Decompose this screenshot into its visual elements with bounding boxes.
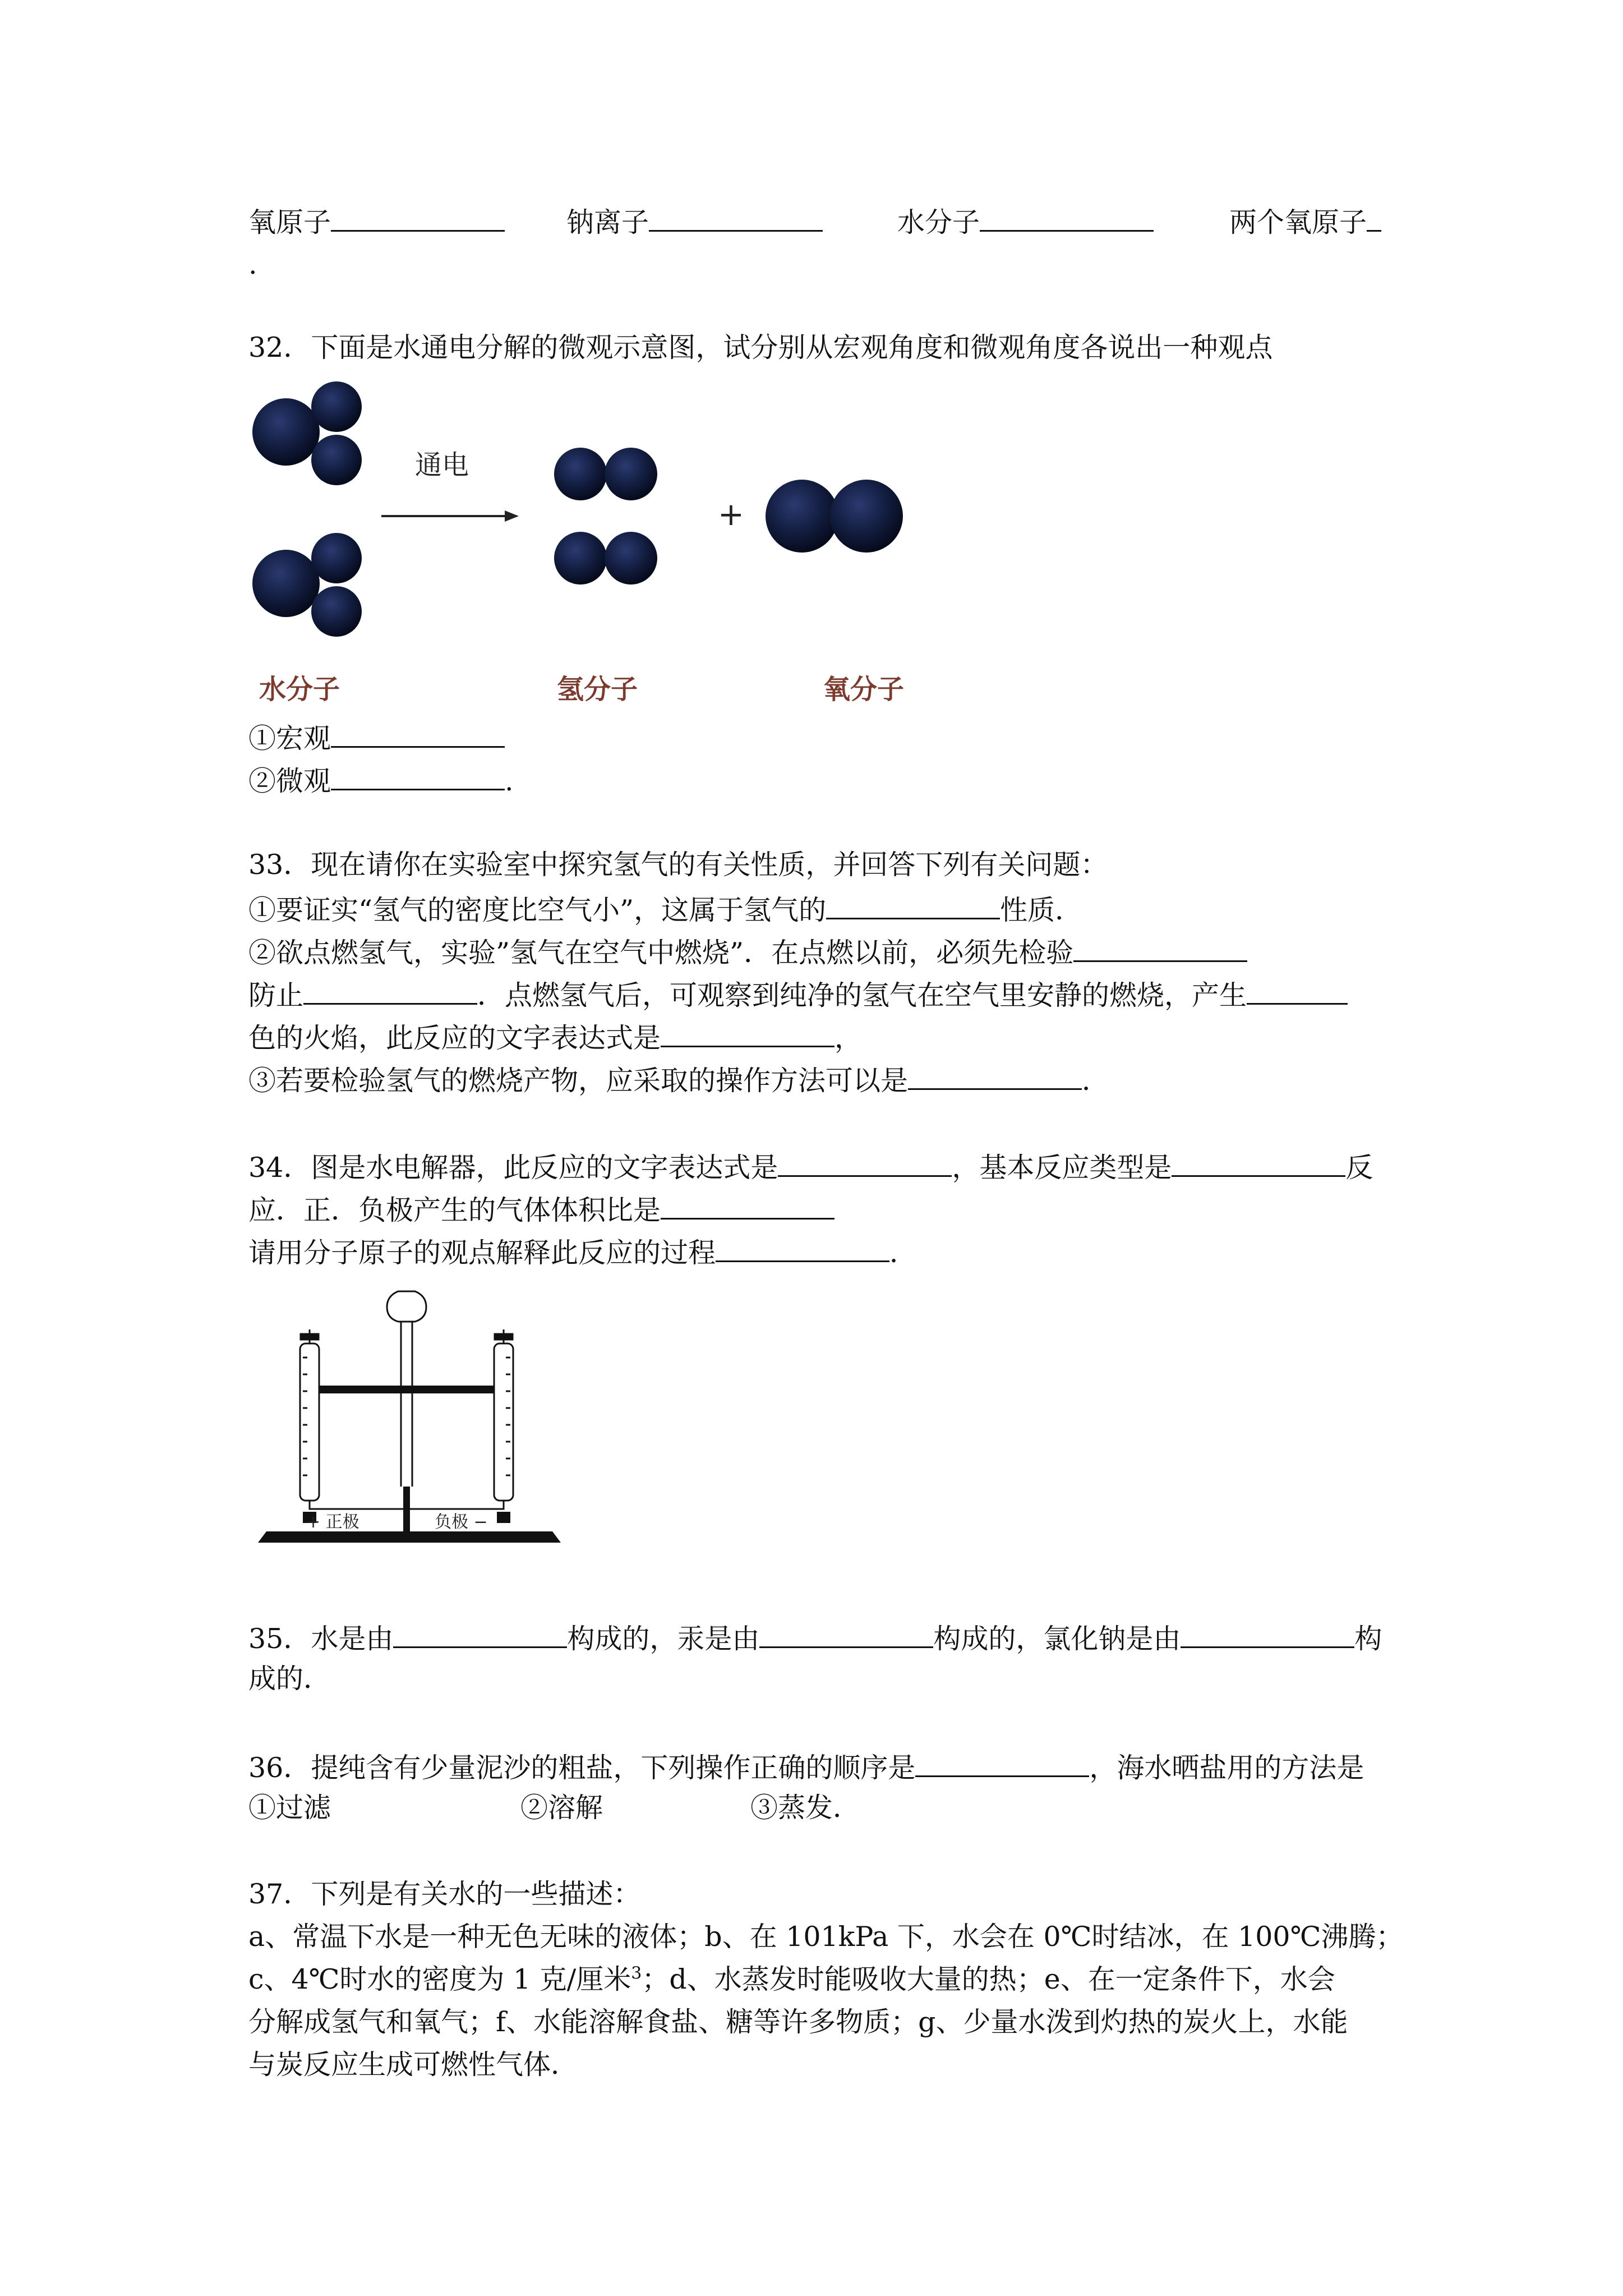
hydrogen-molecule-icon	[554, 532, 657, 585]
water-molecule-icon	[252, 381, 362, 485]
answer-blank[interactable]	[661, 1190, 834, 1220]
q32-stem: 32．下面是水通电分解的微观示意图，试分别从宏观角度和微观角度各说出一种观点	[248, 332, 1273, 364]
stand-base	[258, 1531, 561, 1543]
q33-line-5: ③若要检验氢气的燃烧产物，应采取的操作方法可以是 ．	[248, 1060, 1109, 1096]
q35-line-1: 35．水是由 构成的，汞是由 构成的，氯化钠是由 构	[248, 1618, 1382, 1654]
figure-label-water: 水分子	[259, 674, 340, 705]
negative-pole-label: 负极 −	[435, 1512, 488, 1532]
oxygen-molecule-icon	[766, 480, 903, 553]
answer-blank[interactable]	[980, 202, 1154, 232]
positive-pole-label: + 正极	[306, 1512, 359, 1532]
q37-line-1: a、常温下水是一种无色无味的液体；b、在 101kPa 下，水会在 0℃时结冰，在 100℃沸腾；	[248, 1921, 1404, 1953]
plus-sign: +	[718, 496, 744, 533]
q31-item-two-oxygen-atoms	[1229, 202, 1381, 238]
reaction-arrow	[381, 510, 519, 522]
q37-line-4: 与炭反应生成可燃性气体．	[248, 2049, 579, 2081]
negative-electrode-icon	[497, 1512, 510, 1523]
q31-tail: .	[248, 249, 257, 280]
water-molecule-icon	[252, 533, 362, 637]
answer-blank[interactable]	[908, 1060, 1082, 1090]
answer-blank[interactable]	[716, 1232, 889, 1262]
q32-answer-micro: ②微观 .	[248, 761, 514, 797]
q31-label: 钠离子	[566, 206, 649, 238]
q31-label: 两个氧原子	[1229, 206, 1367, 238]
q33-line-3: 防止 ．点燃氢气后，可观察到纯净的氢气在空气里安静的燃烧，产生	[248, 975, 1348, 1011]
answer-blank[interactable]	[331, 202, 505, 232]
answer-blank[interactable]	[1181, 1618, 1354, 1648]
q32-answer-label: ①宏观	[248, 723, 331, 754]
q32-answer-label: ②微观	[248, 765, 331, 797]
q31-label: 氧原子	[248, 206, 331, 238]
q35-line-2: 成的．	[248, 1663, 331, 1695]
q36-option-dissolve: ②溶解	[520, 1792, 603, 1824]
clamp-bar	[319, 1386, 494, 1393]
hydrogen-molecule-icon	[554, 448, 657, 500]
q34-line-2: 应．正．负极产生的气体体积比是	[248, 1190, 834, 1226]
answer-blank[interactable]	[303, 975, 477, 1005]
q37-line-3: 分解成氢气和氧气；f、水能溶解食盐、糖等许多物质；g、少量水泼到灼热的炭火上，水能	[248, 2006, 1348, 2038]
q36-option-evaporate: ③蒸发．	[750, 1792, 861, 1824]
q37-line-2: c、4℃时水的密度为 1 克/厘米$^3$；d、水蒸发时能吸收大量的热；e、在一定条件下，水会	[248, 1963, 1335, 1995]
right-tube-icon	[494, 1329, 513, 1501]
stand-post	[403, 1487, 410, 1531]
q32-answer-macro	[248, 718, 505, 754]
q31-item-sodium-ion	[566, 202, 823, 238]
left-tube-icon	[300, 1329, 319, 1501]
water-electrolyzer-apparatus	[247, 1285, 572, 1554]
q33-line-1: ①要证实“氢气的密度比空气小”，这属于氢气的 性质．	[248, 890, 1082, 926]
answer-blank[interactable]	[759, 1618, 933, 1648]
answer-blank[interactable]	[1247, 975, 1348, 1005]
q31-item-oxygen-atom	[248, 202, 505, 238]
figure-label-hydrogen: 氢分子	[557, 674, 638, 705]
answer-blank[interactable]	[1073, 932, 1247, 962]
answer-blank[interactable]	[778, 1147, 952, 1177]
q36-option-filter: ①过滤	[248, 1792, 331, 1824]
q34-line-3: 请用分子原子的观点解释此反应的过程 ．	[248, 1232, 917, 1268]
answer-blank[interactable]	[393, 1618, 567, 1648]
arrow-label: 通电	[415, 449, 469, 481]
q33-line-2: ②欲点燃氢气，实验”氢气在空气中燃烧”．在点燃以前，必须先检验	[248, 932, 1247, 968]
q34-line-1: 34．图是水电解器，此反应的文字表达式是 ，基本反应类型是 反	[248, 1147, 1373, 1183]
q31-item-water-molecule	[897, 202, 1154, 238]
answer-blank[interactable]	[1172, 1147, 1345, 1177]
answer-blank[interactable]	[331, 761, 505, 790]
answer-blank[interactable]	[1367, 202, 1381, 232]
answer-blank[interactable]	[661, 1018, 834, 1047]
q37-stem: 37．下列是有关水的一些描述：	[248, 1878, 641, 1910]
answer-blank[interactable]	[331, 718, 505, 748]
answer-blank[interactable]	[915, 1747, 1089, 1777]
figure-label-oxygen: 氧分子	[823, 674, 905, 705]
q33-line-4: 色的火焰，此反应的文字表达式是 ，	[248, 1018, 862, 1053]
answer-blank[interactable]	[826, 890, 1000, 919]
q31-label: 水分子	[897, 206, 980, 238]
answer-blank[interactable]	[649, 202, 823, 232]
q36-line-1: 36．提纯含有少量泥沙的粗盐，下列操作正确的顺序是 ，海水晒盐用的方法是	[248, 1747, 1364, 1783]
q33-stem: 33．现在请你在实验室中探究氢气的有关性质，并回答下列有关问题：	[248, 849, 1108, 881]
